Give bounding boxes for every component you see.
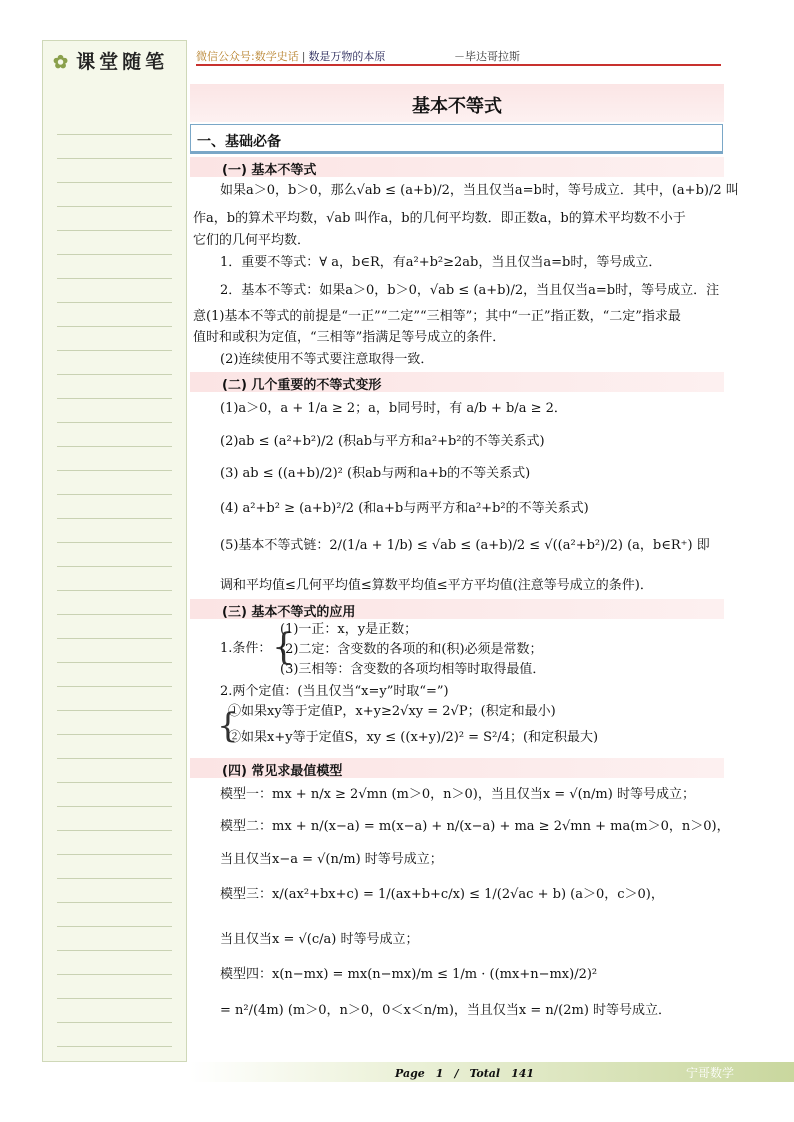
subsection-1 [190, 157, 724, 177]
notes-sidebar [42, 40, 187, 1062]
subsection-3-title: (三) 基本不等式的应用 [222, 605, 356, 620]
text-line: 2．基本不等式：如果a＞0，b＞0，√ab ≤ (a+b)/2，当且仅当a=b时，等号成立．注 [220, 283, 720, 298]
page-number: Page 1 / Total 141 [395, 1067, 535, 1080]
subsection-2 [190, 372, 724, 392]
sidebar-title: ✿ 课堂随笔 [53, 51, 169, 73]
fixed-value-2: ②如果x+y等于定值S，xy ≤ ((x+y)/2)² = S²/4；(和定积最大) [228, 730, 599, 745]
text-line: 它们的几何平均数． [193, 233, 311, 248]
page-footer [190, 1062, 794, 1082]
text-line: 作a，b的算术平均数，√ab 叫作a，b的几何平均数．即正数a，b的算术平均数不小于 [193, 211, 686, 226]
model-line: 模型二：mx + n/(x−a) = m(x−a) + n/(x−a) + ma ≥ 2√mn + ma(m＞0，n＞0)， [220, 819, 730, 834]
subsection-3 [190, 599, 724, 619]
model-line: 当且仅当x = √(c/a) 时等号成立； [220, 932, 419, 947]
section-title: 一、基础必备 [197, 134, 281, 150]
subsection-1-title: (一) 基本不等式 [222, 163, 317, 178]
fixed-value-1: ①如果xy等于定值P，x+y≥2√xy = 2√P；(积定和最小) [228, 704, 556, 719]
condition-1: (1)一正：x，y是正数； [280, 622, 418, 637]
subsection-2-title: (二) 几个重要的不等式变形 [222, 378, 382, 393]
text-line: 1．重要不等式：∀ a，b∈R，有a²+b²≥2ab，当且仅当a=b时，等号成立． [220, 255, 662, 270]
model-line: = n²/(4m) (m＞0，n＞0，0＜x＜n/m)，当且仅当x = n/(2m) 时等号成立． [220, 1003, 672, 1018]
header-author: －毕达哥拉斯 [454, 50, 520, 63]
header-rule [196, 64, 721, 66]
formula-line: (4) a²+b² ≥ (a+b)²/2 (和a+b与两平方和a²+b²的不等关系式) [220, 501, 589, 516]
text-line: 意(1)基本不等式的前提是“一正”“二定”“三相等”；其中“一正”指正数，“二定”指求最 [193, 309, 681, 324]
text-line: (2)连续使用不等式要注意取得一致． [220, 352, 434, 367]
title-band [190, 84, 724, 122]
header-separator: | [301, 50, 306, 63]
condition-3: (3)三相等：含变数的各项均相等时取得最值． [280, 662, 546, 677]
formula-line: (1)a＞0，a + 1/a ≥ 2；a，b同号时，有 a/b + b/a ≥ 2． [220, 401, 567, 416]
text-line: 值时和或积为定值，“三相等”指满足等号成立的条件． [193, 330, 506, 345]
footer-brand: 宁哥数学 [685, 1066, 734, 1080]
model-line: 模型三：x/(ax²+bx+c) = 1/(ax+b+c/x) ≤ 1/(2√ac + b) (a＞0，c＞0)， [220, 887, 664, 902]
condition-2: (2)二定：含变数的各项的和(积)必须是常数； [280, 642, 543, 657]
header-quote: 数是万物的本原 [308, 50, 386, 63]
model-line: 模型四：x(n−mx) = mx(n−mx)/m ≤ 1/m · ((mx+n−mx)/2)² [220, 967, 598, 982]
brace: { [217, 706, 239, 746]
note-lines [57, 111, 172, 1051]
text-line: 调和平均值≤几何平均值≤算数平均值≤平方平均值(注意等号成立的条件)． [220, 578, 653, 593]
formula-line: (2)ab ≤ (a²+b²)/2 (积ab与平方和a²+b²的不等关系式) [220, 434, 545, 449]
page-title: 基本不等式 [412, 96, 502, 117]
model-line: 模型一：mx + n/x ≥ 2√mn (m＞0，n＞0)，当且仅当x = √(n/m) 时等号成立； [220, 787, 695, 802]
subsection-4 [190, 758, 724, 778]
formula-line: (3) ab ≤ ((a+b)/2)² (积ab与两和a+b的不等关系式) [220, 466, 531, 481]
subsection-4-title: (四) 常见求最值模型 [222, 764, 343, 779]
section-heading [190, 124, 723, 154]
conditions-label: 1.条件： [220, 641, 272, 656]
formula-line: (5)基本不等式链：2/(1/a + 1/b) ≤ √ab ≤ (a+b)/2 ≤ √((a²+b²)/2) (a，b∈R⁺) 即 [220, 538, 710, 553]
flower-icon: ✿ [53, 52, 73, 73]
brace: { [272, 627, 295, 668]
header-brand: 微信公众号:数学史话 [196, 50, 299, 63]
model-line: 当且仅当x−a = √(n/m) 时等号成立； [220, 852, 443, 867]
text-line: 如果a＞0，b＞0，那么√ab ≤ (a+b)/2，当且仅当a=b时，等号成立．其中，(a+b)/2 叫 [220, 183, 739, 198]
text-line: 2.两个定值：(当且仅当“x=y”时取“=”) [220, 684, 449, 699]
